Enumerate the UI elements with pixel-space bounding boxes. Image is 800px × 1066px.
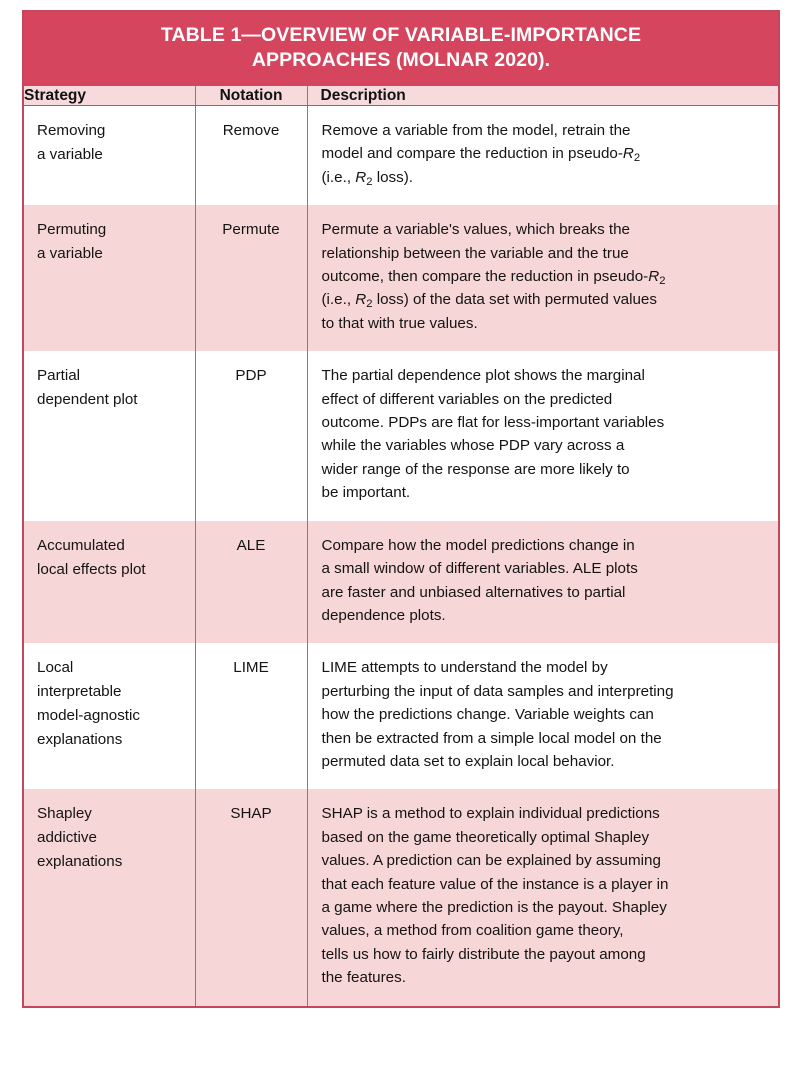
table-header-row	[24, 86, 778, 106]
description-line: values, a method from coalition game theory,	[321, 922, 624, 940]
description-line: model and compare the reduction in pseudo-$R_2$	[321, 145, 641, 165]
strategy-line: Accumulated	[37, 536, 125, 554]
description-line: a game where the prediction is the payout. Shapley	[321, 898, 667, 916]
cell-description	[307, 106, 778, 206]
strategy-line: local effects plot	[37, 560, 146, 578]
description-line: values. A prediction can be explained by assuming	[321, 852, 661, 870]
description-line: permuted data set to explain local behavior.	[321, 752, 615, 770]
description-line: The partial dependence plot shows the marginal	[321, 367, 645, 385]
cell-strategy	[24, 789, 195, 1005]
strategy-line: model-agnostic	[37, 707, 140, 725]
pseudo-r-squared-symbol: $R_2$	[355, 291, 373, 311]
description-paragraph	[322, 534, 763, 628]
strategy-line: dependent plot	[37, 391, 138, 409]
strategy-line: Permuting	[37, 221, 107, 239]
cell-description	[307, 351, 778, 520]
description-line: outcome. PDPs are flat for less-important variables	[321, 414, 665, 432]
description-line: perturbing the input of data samples and interpreting	[321, 682, 674, 700]
description-line: (i.e., $R_2$ loss).	[321, 168, 413, 188]
pseudo-r-squared-symbol: $R_2$	[622, 145, 641, 165]
cell-strategy	[24, 205, 195, 351]
description-line: how the predictions change. Variable weights can	[321, 706, 654, 724]
strategy-line: Removing	[37, 122, 106, 139]
cell-description	[307, 789, 778, 1005]
description-line: a small window of different variables. ALE plots	[321, 560, 638, 578]
column-header-strategy: Strategy	[24, 86, 195, 106]
description-line: to that with true values.	[321, 314, 478, 332]
description-line: while the variables whose PDP vary across a	[321, 437, 625, 455]
strategy-line: a variable	[37, 146, 103, 163]
strategy-line: explanations	[37, 731, 123, 749]
description-line: (i.e., $R_2$ loss) of the data set with permuted values	[321, 291, 657, 311]
table-row	[24, 205, 778, 351]
description-line: LIME attempts to understand the model by	[321, 659, 608, 677]
description-line: Permute a variable's values, which breaks the	[321, 221, 630, 239]
strategy-line: Local	[37, 659, 74, 677]
column-header-notation: Notation	[195, 86, 307, 106]
column-header-description: Description	[307, 86, 778, 106]
strategy-line: Partial	[37, 367, 81, 385]
table-title-line-1: TABLE 1—OVERVIEW OF VARIABLE-IMPORTANCE	[160, 24, 642, 46]
description-line: effect of different variables on the predicted	[321, 390, 613, 408]
table-row	[24, 106, 778, 206]
description-line: Compare how the model predictions change in	[321, 536, 635, 554]
table-row	[24, 643, 778, 789]
description-line: are faster and unbiased alternatives to partial	[321, 583, 626, 601]
strategy-line: explanations	[37, 853, 123, 871]
description-line: based on the game theoretically optimal Shapley	[321, 828, 650, 846]
cell-description	[307, 643, 778, 789]
cell-notation: SHAP	[195, 789, 307, 1005]
description-paragraph	[322, 364, 763, 504]
description-line: dependence plots.	[321, 606, 446, 624]
cell-notation: Permute	[195, 205, 307, 351]
description-line: that each feature value of the instance is a player in	[321, 875, 669, 893]
description-paragraph	[322, 218, 763, 335]
description-line: wider range of the response are more likely to	[321, 460, 630, 478]
cell-notation: LIME	[195, 643, 307, 789]
description-line: then be extracted from a simple local model on the	[321, 729, 662, 747]
description-line: relationship between the variable and the true	[321, 244, 629, 262]
cell-description	[307, 521, 778, 644]
table-1-container	[22, 10, 780, 1008]
table-body	[24, 106, 778, 1006]
cell-strategy	[24, 106, 195, 206]
strategy-line: a variable	[37, 245, 103, 263]
description-paragraph	[322, 119, 763, 189]
description-paragraph	[322, 656, 763, 773]
variable-importance-table	[24, 86, 778, 1006]
description-line: SHAP is a method to explain individual predictions	[321, 805, 660, 823]
table-title-line-2: APPROACHES (MOLNAR 2020).	[251, 49, 551, 71]
strategy-line: Shapley	[37, 805, 92, 823]
description-line: be important.	[321, 484, 411, 502]
table-title	[68, 23, 734, 73]
cell-strategy	[24, 521, 195, 644]
cell-strategy	[24, 351, 195, 520]
table-header	[24, 86, 778, 106]
description-line: tells us how to fairly distribute the payout among	[321, 945, 646, 963]
strategy-line: addictive	[37, 829, 97, 847]
description-paragraph	[322, 802, 763, 989]
cell-strategy	[24, 643, 195, 789]
cell-notation: PDP	[195, 351, 307, 520]
table-row	[24, 789, 778, 1005]
pseudo-r-squared-symbol: $R_2$	[355, 168, 373, 188]
cell-description	[307, 205, 778, 351]
table-title-band	[24, 12, 778, 86]
description-line: outcome, then compare the reduction in pseudo-$R_2$	[321, 268, 666, 287]
cell-notation: Remove	[195, 106, 307, 206]
description-line: Remove a variable from the model, retrain the	[321, 122, 631, 139]
table-row	[24, 521, 778, 644]
cell-notation: ALE	[195, 521, 307, 644]
pseudo-r-squared-symbol: $R_2$	[648, 268, 666, 287]
strategy-line: interpretable	[37, 683, 122, 701]
table-row	[24, 351, 778, 520]
description-line: the features.	[321, 969, 406, 987]
